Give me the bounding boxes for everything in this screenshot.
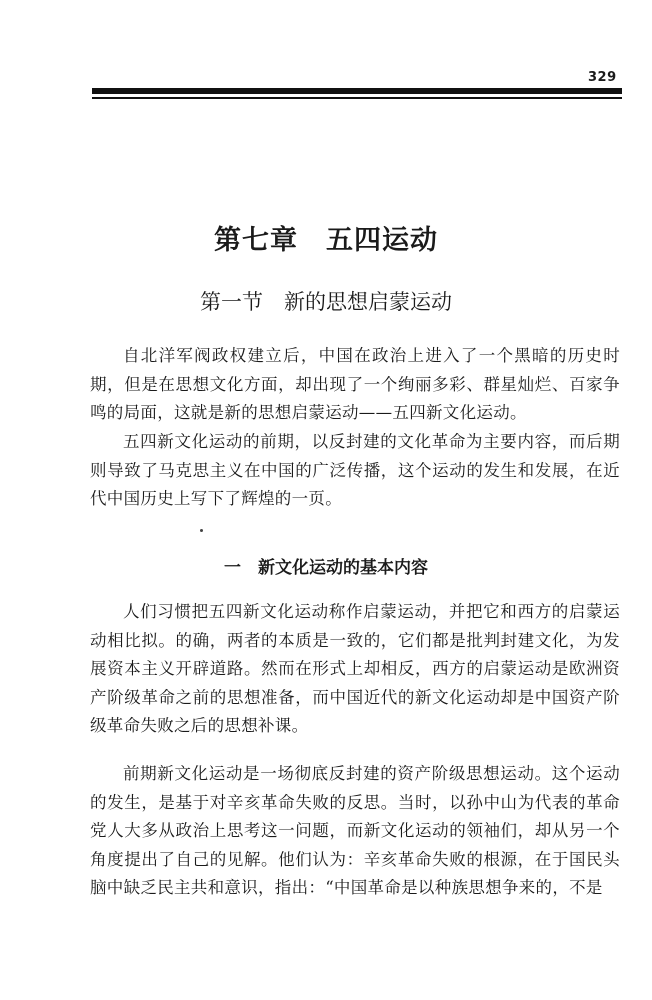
header-rule-thick — [92, 88, 622, 94]
subsection-title: 一 新文化运动的基本内容 — [224, 558, 428, 578]
paragraph: 自北洋军阀政权建立后，中国在政治上进入了一个黑暗的历史时期，但是在思想文化方面，却出现了一个绚丽多彩、群星灿烂、百家争鸣的局面，这就是新的思想启蒙运动——五四新文化运动。 — [90, 346, 620, 422]
section-title: 第一节 新的思想启蒙运动 — [200, 290, 452, 314]
paragraph: 前期新文化运动是一场彻底反封建的资产阶级思想运动。这个运动的发生，是基于对辛亥革命失败的反思。当时，以孙中山为代表的革命党人大多从政治上思考这一问题，而新文化运动的领袖们，却从另一个角度提出了自己的见解。他们认为：辛亥革命失败的根源，在于国民头脑中缺乏民主共和意识，指出：“中国革命是以种族思想争来的，不是 — [90, 764, 620, 897]
paragraph: 人们习惯把五四新文化运动称作启蒙运动，并把它和西方的启蒙运动相比拟。的确，两者的本质是一致的，它们都是批判封建文化，为发展资本主义开辟道路。然而在形式上却相反，西方的启蒙运动是欧洲资产阶级革命之前的思想准备，而中国近代的新文化运动却是中国资产阶级革命失败之后的思想补课。 — [90, 602, 620, 735]
print-speck — [200, 529, 203, 532]
paragraph: 五四新文化运动的前期，以反封建的文化革命为主要内容，而后期则导致了马克思主义在中国的广泛传播，这个运动的发生和发展，在近代中国历史上写下了辉煌的一页。 — [90, 432, 620, 508]
header-rule-thin — [92, 97, 622, 99]
page-number: 329 — [588, 70, 617, 85]
chapter-title: 第七章 五四运动 — [214, 225, 438, 256]
